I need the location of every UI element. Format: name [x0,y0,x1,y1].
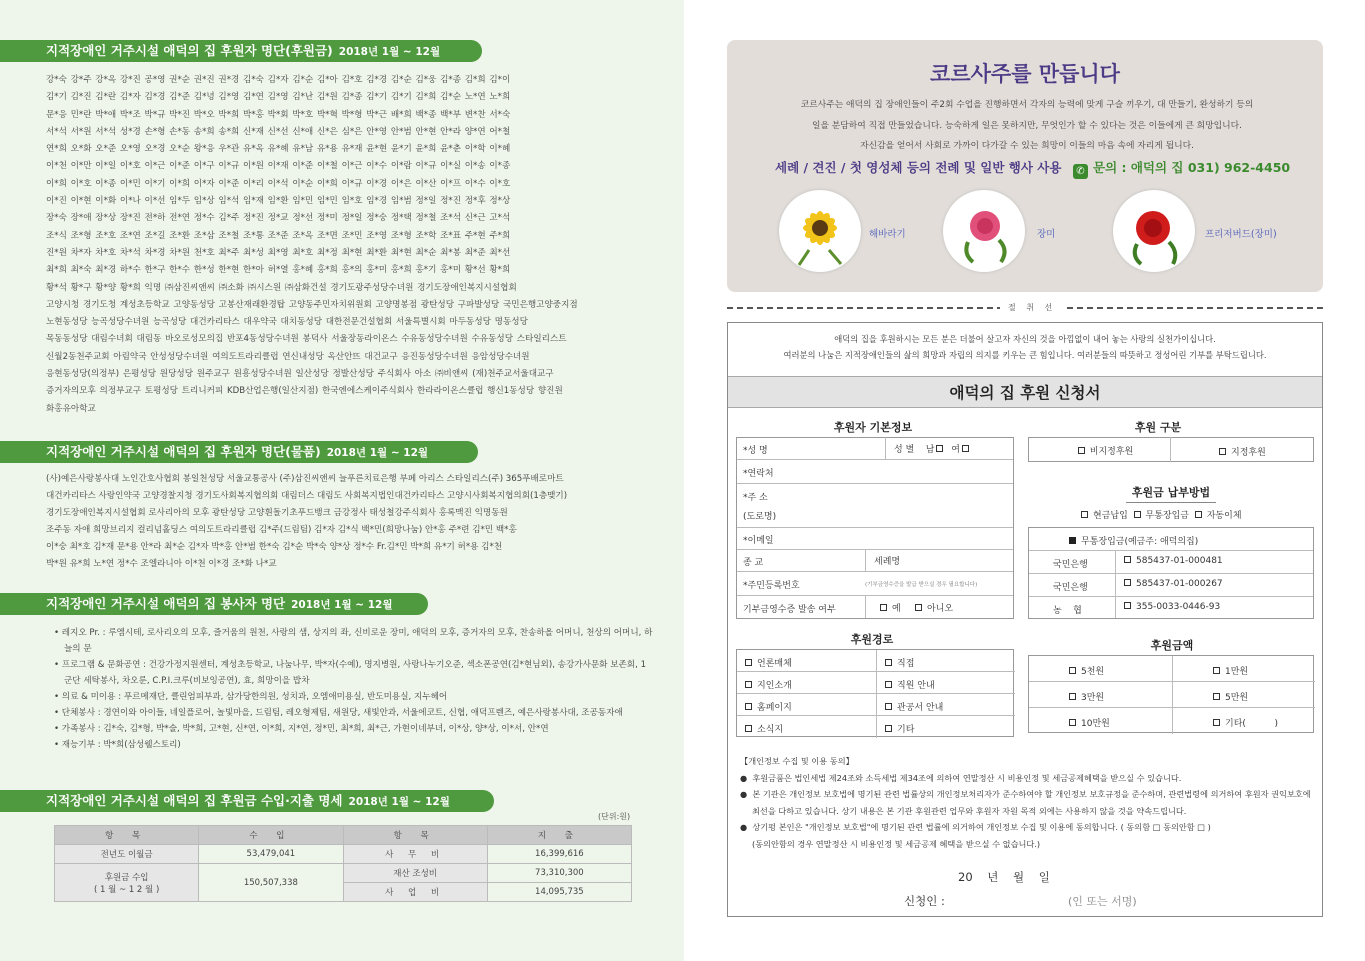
path-option[interactable] [876,650,1015,672]
expense-label: 사 업 비 [343,883,487,902]
flower-label: 장미 [1037,229,1056,240]
corsage-banner [727,40,1323,292]
checkbox[interactable] [885,703,892,710]
account-no: 585437-01-000267 [1136,579,1223,589]
account-title [1069,534,1198,547]
privacy-heading: 【개인정보 수집 및 이용 동의】 [740,756,854,766]
checkbox[interactable] [1124,579,1131,586]
section-title-volunteers: 지적장애인 거주시설 애덕의 집 봉사자 명단 2018년 1월 ~ 12월 [0,593,428,615]
pay-label: 현금납입 [1093,511,1128,521]
amount-label: 10만원 [1081,719,1110,729]
donor-line: 이*희 이*호 이*종 이*민 이*기 이*희 이*자 이*준 이*리 이*석 이*순 이*희 이*규 이*경 이*은 이*산 이*프 이*수 이*호 [46,178,511,189]
signature-field[interactable]: (인 또는 서명) [1068,895,1137,908]
name-row [737,438,1013,460]
checkbox[interactable] [885,681,892,688]
expense-label: 사 무 비 [343,845,487,864]
donor-line: 진*원 차*자 차*호 차*석 차*경 차*원 천*호 최*주 최*성 최*영 최*호 최*정 최*현 최*환 최*현 최*순 최*봉 최*준 최*선 [46,247,511,258]
sex-field[interactable] [885,437,974,459]
checkbox[interactable] [1213,667,1220,674]
checkbox[interactable] [1069,719,1076,726]
section-title-donors-money: 지적장애인 거주시설 애덕의 집 후원자 명단(후원금) 2018년 1월 ~ 12월 [0,40,482,62]
volunteer-item [54,721,654,737]
path-option[interactable] [737,672,876,694]
volunteer-list [54,625,654,753]
checkbox[interactable] [1124,602,1131,609]
contact-number: 문의 : 애덕의 집 031) 962-4450 [1093,160,1291,175]
donor-line: 이*숭 최*호 김*재 문*용 안*라 최*순 김*자 박*홍 안*범 한*숙 김*순 박*숙 양*상 정*수 Fr.김*민 박*희 유*기 허*용 김*천 [46,542,503,552]
donor-line: 조주동 자애 희망브리지 컬리넘홀딩스 여의도트라리클럽 김*주(드림팀) 김*자 김*식 백*민(희망나눔) 안*홍 주*련 김*민 백*홍 [46,525,517,535]
rose-image [943,190,1025,272]
donor-line: 장*숙 장*애 장*상 장*진 전*하 전*연 정*수 김*주 정*진 정*교 정*선 정*미 정*일 정*숭 정*택 정*철 조*석 신*근 고*석 [46,213,511,224]
privacy-item: ● 본 기관은 개인정보 보호법에 명기된 관련 법률상의 개인정보처리자가 준수하여야 할 개인정보 보호규정을 준수하며, 관련법령에 의거하여 후원자 권익보호에 최선을 다하고 있습니다. 상기 내용은 본 기관 후원관련 업무와 후원자 자원 목적 외에는 사용하지 않을 것을 약속드립니다. [740,789,1311,816]
privacy-item: ● 후원금품은 법인세법 제24조와 소득세법 제34조에 의하여 연말정산 시 비용인정 및 세금공제혜택을 받으실 수 있습니다. [740,772,1182,783]
donor-line: 황*석 황*구 황*양 황*희 익명 ㈜삼진씨앤씨 ㈜소화 ㈜시스원 ㈜삼화건설 경기도광주성당수녀원 경기도장애인복지시설협회 [46,282,517,293]
checkbox[interactable] [1078,447,1085,454]
path-label: 기타 [897,725,915,735]
amount-option[interactable] [1172,656,1315,682]
account-row [1029,597,1313,619]
desc-line: 자신감을 얻어서 사회로 가까이 다가갈 수 있는 희망이 이들의 마음 속에 자리게 됩니다. [860,141,1194,151]
donation-amount-title: 후원금액 [1146,637,1198,653]
form-intro [728,331,1322,363]
expense-value: 73,310,300 [487,864,631,883]
path-label: 소식지 [757,725,784,735]
path-option[interactable] [737,716,876,738]
expense-value: 16,399,616 [487,845,631,864]
donor-line: 신월2동천주교회 아림약국 안성성당수녀원 여의도트라리클럽 연신내성당 옥산안뜨 대건교구 응진동성당수녀원 응암성당수녀원 [46,351,530,362]
banner-description [767,95,1287,157]
account-row [1029,574,1313,597]
phone-label: *연락처 [743,469,774,479]
donor-line: 증거자의모후 의정부교구 토평성당 트리니커피 KDB산업은행(일산지점) 한국엔에스케이주식회사 한라라이온스클럽 행신1동성당 향진원 [46,386,563,397]
intro-line: 여러분의 나눔은 지적장애인들의 삶의 희망과 자립의 의지를 키우는 큰 힘입니다. 여러분들의 따뜻하고 정성어린 기부를 부탁드립니다. [783,350,1267,360]
volunteer-names: 건강가정지원센터, 계성초등학교, 나눔나무, 박*자(수예), 명지병원, 사랑나누기오준, 섹소폰공연(김*현님외), 송강가사문화 보존회, 1군단 세탁봉사, 차오룬, C.P.I.크루(비보잉공연), 효, 희망이을 밥차 [64,660,647,686]
receipt-row [737,596,1013,619]
volunteer-category: • 프로그램 & 문화공연 : [54,660,149,670]
unit-label: (단위:원) [598,812,631,821]
amount-option[interactable] [1172,708,1315,734]
amount-label: 3만원 [1081,693,1105,703]
checkbox[interactable] [1195,511,1202,518]
volunteer-names: 푸르메재단, 클린엄피부과, 삼가당한의원, 성치과, 오엠애미용실, 반도미용실, 지누헤어 [123,692,448,702]
type-designated[interactable] [1219,445,1266,458]
th-item2: 항 목 [343,826,487,845]
email-row[interactable] [737,528,1013,550]
pay-label: 자동이체 [1206,511,1242,521]
donor-list-money [46,72,650,418]
checkbox[interactable] [1124,556,1131,563]
account-number [1115,596,1220,618]
th-expense: 지 출 [487,826,631,845]
privacy-text: 본 기관은 개인정보 보호법에 명기된 관련 법률상의 개인정보처리자가 준수하여야 할 개인정보 보호규정을 준수하며, 관련법령에 의거하여 후원자 권익보호에 최선을 다하고 있습니다. 상기 내용은 본 기관 후원관련 업무와 후원자 자원 목적 외에는 사용하지 않을 것을 약속드립니다. [752,789,1311,816]
donation-type-box [1028,437,1314,462]
section-title-donors-goods: 지적장애인 거주시설 애덕의 집 후원자 명단(물품) 2018년 1월 ~ 12월 [0,441,478,463]
cut-line-label: 절 취 선 [1000,302,1064,313]
road-address-label: (도로명) [743,512,777,522]
form-title: 애덕의 집 후원 신청서 [728,376,1322,408]
yes-label: 예 [892,604,901,614]
amount-option[interactable] [1029,682,1172,708]
address-row[interactable] [737,484,1013,528]
female-label: 여 [951,445,960,455]
carryover-value: 53,479,041 [199,845,343,864]
path-option[interactable] [737,650,876,672]
banner-title: 코르사주를 만듭니다 [930,62,1120,86]
checkbox[interactable] [1213,693,1220,700]
sunflower-image [779,190,861,272]
receipt-options [865,595,953,618]
checkbox[interactable] [885,659,892,666]
date-line[interactable]: 20 년 월 일 [958,870,1050,884]
religion-label: 종 교 [743,558,764,568]
usage-text: 세례 / 견진 / 첫 영성체 등의 전례 및 일반 행사 사용 [775,160,1062,175]
address-label: *주 소 [743,493,768,503]
amount-option[interactable] [1029,708,1172,734]
donor-line: 강*숙 강*주 강*옥 강*진 공*영 권*순 권*진 권*경 김*숙 김*자 김*순 김*아 김*호 김*경 김*순 김*웅 김*종 김*희 김*이 [46,75,511,85]
privacy-item: ● 상기펑 본인은 "개인정보 보호법"에 명기된 관련 법률에 의거하여 개인정보 수집 및 이용에 동의합니다. ( 동의함 □ 동의안함 □ ) [740,822,1211,832]
desc-line: 일을 분담하여 직접 만들었습니다. 능숙하게 일은 못하지만, 무엇인가 할 수 있다는 것은 이들에게 큰 희망입니다. [812,120,1242,131]
bank-name: 농 협 [1053,606,1082,616]
checkbox[interactable] [1134,511,1141,518]
rrn-note: (기부금영수증을 발급 받으실 경우 필요합니다) [865,582,978,588]
donor-line: 고양시청 경기도청 계성초등학교 고양동성당 고봉산재래환경탑 고양동주민자치위원회 고양명봉점 광탄성당 구파발성당 국민은행고양중지점 [46,299,578,310]
volunteer-item [54,689,654,705]
basic-info-box [736,437,1014,619]
account-number [1115,550,1223,573]
volunteer-category: • 레지오 Pr. : [54,628,109,638]
donor-line: 응현동성당(의정부) 은평성당 원당성당 원주교구 원흥성당수녀원 일산성당 정발산성당 주식회사 아소 ㈜비앤씨 (재)천주교서울대교구 [46,369,554,380]
donor-list-goods [46,471,650,573]
donor-line: 대건카리타스 사랑인약국 고양경찰지청 경기도사회복지협의회 대림더스 대림도 사회복지법인대건카리타스 고양시사회복지협의회(1층맺기) [46,491,568,501]
donor-line: 박*원 유*희 노*연 정*수 조엘라니아 이*천 이*경 조*화 나*교 [46,559,277,569]
checkbox[interactable] [1069,693,1076,700]
privacy-text: 상기펑 본인은 "개인정보 보호법"에 명기된 관련 법률에 의거하여 개인정보 수집 및 이용에 동의합니다. ( 동의함 □ 동의안함 □ ) [752,822,1211,832]
sex-label: 성 별 [894,445,915,455]
checkbox[interactable] [1213,719,1220,726]
path-label: 홈페이지 [757,703,792,713]
donor-line: 최*희 최*숙 최*경 하*수 한*구 한*수 한*성 한*현 한*아 허*열 홍*혜 홍*희 홍*의 홍*미 홍*희 홍*기 홍*미 황*선 황*희 [46,265,511,276]
section-title-finance: 지적장애인 거주시설 애덕의 집 후원금 수입·지출 명세 2018년 1월 ~ 12월 [0,790,494,812]
donor-line: 조*식 조*형 조*호 조*연 조*길 조*환 조*삼 조*철 조*통 조*준 조*옥 조*면 조*민 조*영 조*형 조*학 조*표 주*현 주*희 [46,230,511,241]
path-label: 직접 [897,659,915,669]
amount-label: 기타( ) [1225,719,1279,729]
volunteer-category: • 의료 & 미이용 : [54,692,124,702]
volunteer-names: 박*희(삼성웰스토리) [103,740,181,750]
volunteer-item [54,657,654,689]
desc-line: 코르사주는 애덕의 집 장애인들이 주2회 수업을 진행하면서 각자의 능력에 맞게 구슬 끼우기, 대 만들기, 완성하기 등의 [800,100,1254,110]
path-label: 직원 안내 [897,681,935,691]
expense-label: 재산 조성비 [343,864,487,883]
bank-name: 국민은행 [1053,583,1088,593]
path-option[interactable] [876,716,1015,738]
donor-line: 연*희 오*화 오*준 오*영 오*경 오*순 왕*응 우*관 유*옥 유*혜 유*남 유*용 유*재 윤*현 윤*기 윤*희 윤*춘 이*학 이*혜 [46,144,511,155]
volunteer-names: 루엠시테, 로사리오의 모후, 즐거움의 원천, 사랑의 샘, 상지의 좌, 신비로운 장미, 애덕의 모후, 증거자의 모후, 찬송하올 어머니, 천상의 어머니, 하늘의 문 [64,628,653,654]
donor-line: 노현동성당 능곡성당수녀원 능곡성당 대건카리타스 대우약국 대치동성당 대한전문건설협회 서울특별시회 마두동성당 명동성당 [46,317,528,328]
volunteer-item [54,625,654,657]
name-label: *성 명 [743,446,768,456]
amount-option[interactable] [1029,656,1172,682]
preserved-rose-image [1113,190,1195,272]
path-label: 언론매체 [757,659,792,669]
volunteer-names: 경연이와 아이들, 네일플로어, 놀빛마을, 드림팀, 레오형제팀, 새원당, 새빛안과, 서울에코트, 신협, 애덕프렌즈, 예은사랑봉사대, 조공동자애 [103,708,623,718]
donor-line: 이*진 이*현 이*화 이*나 이*선 임*두 임*상 임*석 임*재 임*환 임*민 임*민 임*호 임*경 임*범 정*일 정*진 정*후 정*상 [46,196,511,207]
privacy-notice [740,753,1320,852]
religion-row[interactable] [737,550,1013,572]
amount-option[interactable] [1172,682,1315,708]
path-label: 지인소개 [757,681,792,691]
donation-path-box [736,649,1014,737]
donor-line: (사)예은사랑봉사대 노인간호사협회 봉일천성당 서울교통공사 (주)삼진씨앤씨 늘푸른치료은행 부페 아리스 스타일리스(주) 365푸배로마트 [46,474,564,484]
donation-amount-box [1028,655,1314,733]
checkbox[interactable] [885,725,892,732]
donor-line: 서*석 서*원 서*석 성*경 손*형 손*동 송*희 송*희 신*재 신*선 신*애 신*은 심*은 안*영 안*범 안*현 안*라 양*연 어*철 [46,126,511,137]
path-option[interactable] [737,694,876,716]
donor-line: 경기도장애인복지시설협회 로사리아의 모후 광탄성당 고양흰돌기초푸드뱅크 금강정사 태성철강주식회사 홍록맥진 익명동원 [46,508,508,518]
payment-method-title: 후원금 납부방법 [1126,484,1216,500]
path-option[interactable] [876,694,1015,716]
email-label: *이메일 [743,536,774,546]
checkbox[interactable] [880,604,887,611]
phone-icon: ✆ [1073,164,1088,179]
rrn-row[interactable] [737,572,1013,596]
no-label: 아니오 [927,604,954,614]
type-label: 지정후원 [1231,448,1266,458]
checkbox[interactable] [1219,448,1226,455]
basic-info-title: 후원자 기본정보 [828,419,918,435]
donor-line: 이*천 이*만 이*일 이*호 이*근 이*준 이*구 이*규 이*원 이*재 이*준 이*철 이*근 이*수 이*람 이*규 이*실 이*송 이*종 [46,161,511,172]
volunteer-category: • 재능기부 : [54,740,104,750]
path-option[interactable] [876,672,1015,694]
volunteer-item [54,705,654,721]
baptism-name-label: 세례명 [865,549,900,571]
account-title-label: 무통장입금(예금주: 애덕의집) [1081,537,1199,547]
checkbox[interactable] [745,681,752,688]
phone-row[interactable] [737,460,1013,484]
th-income: 수 입 [199,826,343,845]
account-header [1029,528,1313,551]
rrn-label: *주민등록번호 [743,581,800,591]
amount-label: 1만원 [1225,667,1249,677]
pay-label: 무통장입금 [1145,511,1189,521]
payment-options [1081,508,1242,521]
flower-label: 프리저버드(장미) [1205,229,1277,240]
checkbox[interactable] [745,725,752,732]
account-row [1029,551,1313,574]
account-number [1115,573,1223,596]
account-box [1028,527,1314,619]
volunteer-category: • 가족봉사 : [54,724,104,734]
account-no: 355-0033-0446-93 [1136,602,1221,612]
donor-line: 김*기 김*진 김*란 김*자 김*경 김*준 김*녕 김*영 김*연 김*영 김*난 김*원 김*종 김*기 김*기 김*희 김*순 노*연 노*희 [46,92,511,103]
amount-label: 5천원 [1081,667,1105,677]
checkbox[interactable] [915,604,922,611]
checkbox[interactable] [962,445,969,452]
checkbox[interactable] [936,445,943,452]
volunteer-category: • 단체봉사 : [54,708,104,718]
carryover-label: 전년도 이월금 [55,845,199,864]
type-label: 비지정후원 [1089,447,1134,457]
th-item: 항 목 [55,826,199,845]
volunteer-item [54,737,654,753]
donor-line: 문*응 민*란 박*애 박*조 박*규 박*진 박*오 박*희 박*홍 박*회 박*호 박*혁 박*형 박*근 배*희 백*종 백*부 변*찬 서*숙 [46,109,511,120]
account-no: 585437-01-000481 [1136,556,1223,566]
checkbox[interactable] [745,659,752,666]
donation-type-title: 후원 구분 [1128,419,1188,435]
donation-form [727,322,1323,917]
donor-line: 화홍유아학교 [46,403,96,414]
expense-value: 14,095,735 [487,883,631,902]
donation-income-label [55,864,199,902]
privacy-note: (동의안함의 경우 연말정산 시 비용인정 및 세금공제 혜택을 받으실 수 없습니다.) [752,838,1041,849]
checkbox[interactable] [1081,511,1088,518]
receipt-label: 기부금영수증 발송 여부 [743,605,836,615]
donation-path-title: 후원경로 [846,631,898,647]
checkbox-filled[interactable] [1069,537,1076,544]
path-label: 관공서 안내 [897,703,944,713]
male-label: 남 [925,445,935,455]
donor-line: 목동동성당 대림수녀회 대림동 바오로성모의집 반포4동성당수녀원 봉덕사 서울장동라이온스 수유동성당수녀원 수유동성당 스타일리스트 [46,334,567,345]
amount-label: 5만원 [1225,693,1249,703]
signer-label: 신청인 : [904,894,945,908]
checkbox[interactable] [1069,667,1076,674]
donation-income-period: ( 1 월 ~ 1 2 월 ) [93,884,160,895]
bank-name: 국민은행 [1053,560,1088,570]
donation-income-value: 150,507,338 [199,864,343,902]
flower-label: 해바라기 [869,229,906,240]
privacy-text: 후원금품은 법인세법 제24조와 소득세법 제34조에 의하여 연말정산 시 비용인정 및 세금공제혜택을 받으실 수 있습니다. [752,772,1182,783]
finance-table [54,825,632,902]
volunteer-names: 김*숙, 김*형, 박*술, 박*희, 고*현, 신*연, 이*희, 지*연, 정*민, 최*희, 최*근, 가현이네부녀, 이*상, 양*상, 이*서, 안*연 [103,724,549,734]
contact-text [1073,158,1290,179]
donation-income-title: 후원금 수입 [104,872,149,883]
type-nondesignated[interactable] [1041,437,1171,462]
checkbox[interactable] [745,703,752,710]
intro-line: 애덕의 집을 후원하시는 모든 분은 더불어 살고자 자신의 것을 아낌없이 내어 놓는 사랑의 실천가이십니다. [834,334,1216,344]
